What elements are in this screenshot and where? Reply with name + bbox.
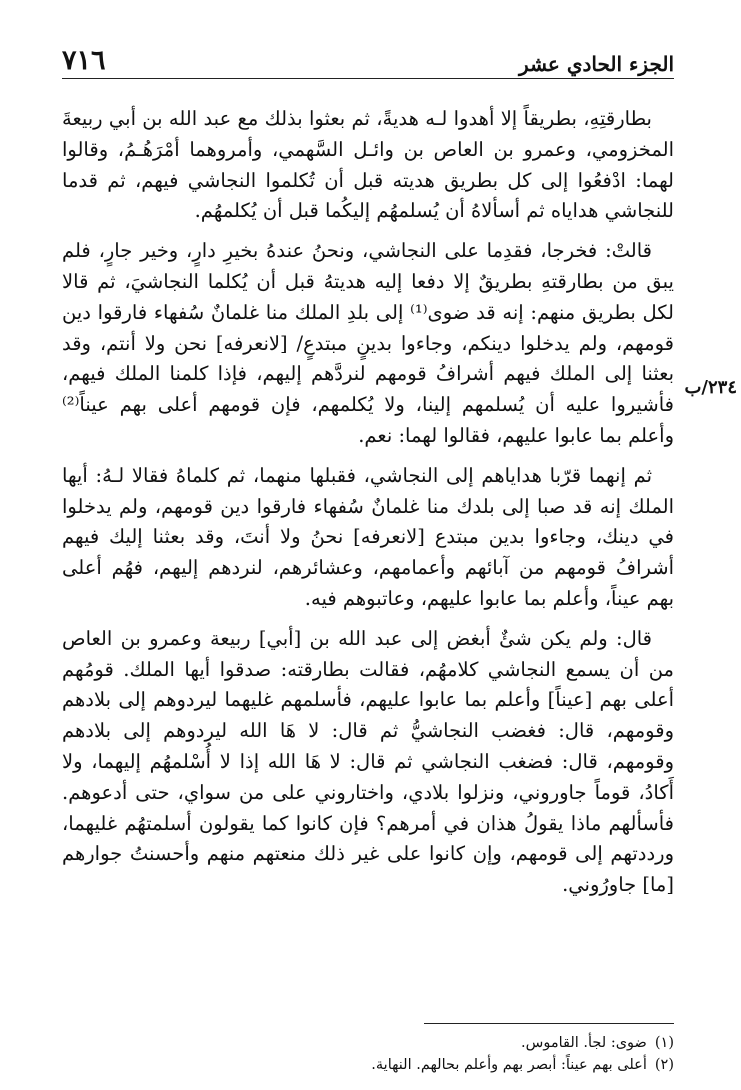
page-header bbox=[62, 40, 674, 74]
footnote-number: (١) bbox=[654, 1035, 674, 1051]
header-rule bbox=[62, 78, 674, 79]
manuscript-folio-marker: ٢٣٤/ب bbox=[684, 377, 737, 398]
footnote-text: أعلى بهم عيناً: أبصر بهم وأعلم بحالهم. النهاية. bbox=[371, 1057, 647, 1073]
paragraph: ثم إنهما قرّبا هداياهم إلى النجاشي، فقبلها منهما، ثم كلماهُ فقالا لـهُ: أيها الملك إنه قد صبا إلى بلدك منا غلمانٌ سُفهاء فارقوا دين قومهم، ولم يدخلوا في دينك، وجاءوا بدين مبتدع [لانعرفه] نحنُ ولا أنتَ، وقد بعثنا إليك فيهم أشرافُ قومهم من آبائهم وأعمامهم، وعشائرهم، لنردهم إليهم، فهُم أعلى بهم عيناً، وأعلم بما عابوا عليهم، وعاتبوهم فيه. bbox=[62, 463, 674, 610]
footnote-number: (٢) bbox=[654, 1057, 674, 1073]
footnote bbox=[114, 1032, 674, 1054]
paragraph: قال: ولم يكن شئٌ أبغض إلى عبد الله بن [أبي] ربيعة وعمرو بن العاص من أن يسمع النجاشي كلامهُم، فقالت بطارقته: صدقوا أيها الملك. قومُهم أعلى بهم [عيناً] وأعلم بما عابوا عليهم، فأسلمهم غليهما ليردوهم إلى بلادهم وقومهم، قال: فغضب النجاشيُّ ثم قال: لا هَا الله ليردوهم إلى بلادهم وقومهم، قال: فضغب النجاشي ثم قال: لا هَا الله إذا لا أُسْلمهُم إليهما، ولا أَكادُ، قوماً جاوروني، ونزلوا بلادي، واختاروني على من سواي، حتى أدعوهم. فأسألهم ماذا يقولُ هذان في أمرهم؟ فإن كانوا كما يقولون أسلمتهُم غليهما، ورددتهم إلى قومهم، وإن كانوا على غير ذلك منعتهم منهم وأحسنتُ جوارهم [ما] جاورُوني. bbox=[62, 626, 674, 897]
main-text bbox=[62, 104, 674, 910]
paragraph: قالتْ: فخرجا، فقدِما على النجاشي، ونحنُ عندهُ بخيرِ دارٍ، وخير جارٍ، فلم يبق من بطارقتهِ بطريقٌ إلا دفعا إليه هديتهُ قبل أن يُكلما النجاشيَ، ثم قالا لكل بطريق منهم: إنه قد ضوى⁽¹⁾ إلى بلدِ الملك منا غلمانٌ سُفهاء فارقوا دين قومهم، ولم يدخلوا دينكم، وجاءوا بدينٍ مبتدعٍ/ [لانعرفه] نحن ولا أنتم، وقد بعثنا إلى الملك فيهم أشرافُ قومهم لنردَّهم إليهم، فإذا كلمنا الملك فيهم، فأشيروا عليه أن يُسلمهم إلينا، ولا يُكلمهم، فإن قومهم أعلى بهم عيناً⁽²⁾ وأعلم بما عابوا عليهم، فقالوا لهما: نعم. bbox=[62, 239, 674, 447]
paragraph: بطارقتِهِ، بطريقاً إلا أهدوا لـه هديةً، ثم بعثوا بذلك مع عبد الله بن أبي ربيعةَ المخزومي، وعمرو بن العاص بن وائـل السَّهمي، وأمروهما أمْرَهُـمُ، وقالوا لهما: ادْفعُوا إلى كل بطريق هديته قبل أن تُكلموا النجاشي فيهم، ثم قدما للنجاشي هداياه ثم أسألاهُ أن يُسلمهُم إليكُما قبل أن يُكلمهُم. bbox=[62, 107, 674, 223]
page-number: ٧١٦ bbox=[62, 45, 106, 76]
running-title: الجزء الحادي عشر bbox=[519, 52, 674, 76]
footnotes bbox=[114, 1032, 674, 1076]
footnote bbox=[114, 1054, 674, 1076]
footnote-rule bbox=[424, 1023, 674, 1024]
footnote-text: ضوى: لجأ. القاموس. bbox=[521, 1035, 647, 1051]
